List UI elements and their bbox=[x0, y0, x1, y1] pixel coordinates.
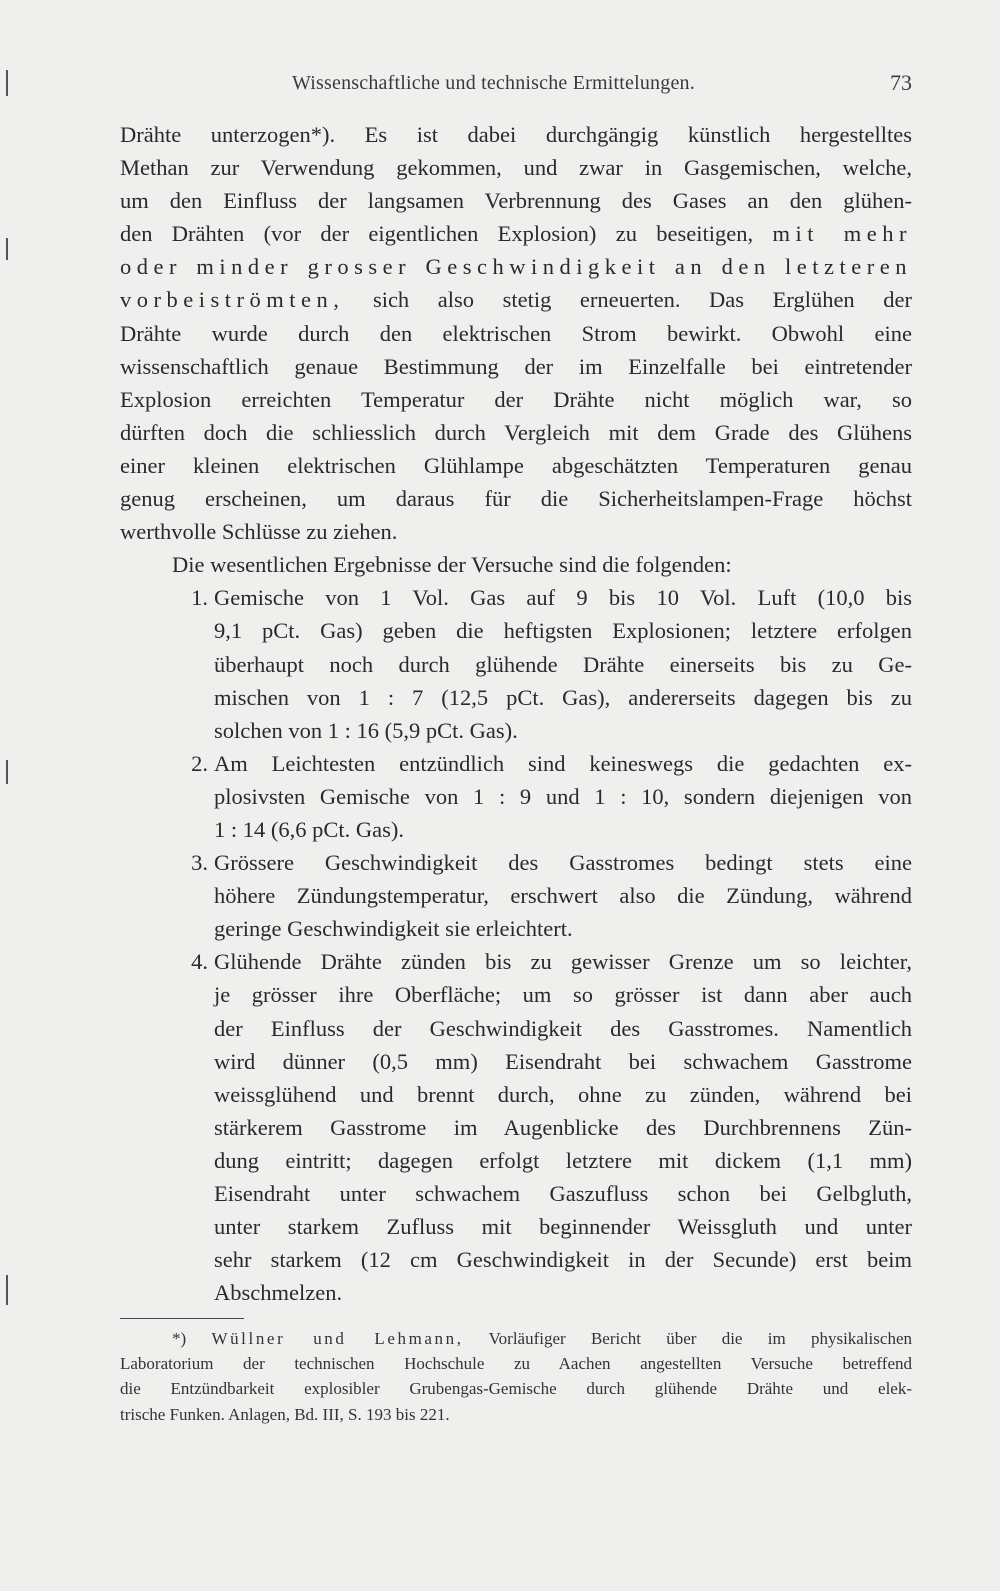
text-line: Eisendraht unter schwachem Gaszufluss schon bei Gelbgluth, bbox=[214, 1181, 912, 1206]
paragraph-intro: Die wesentlichen Ergebnisse der Versuche sind die folgenden: bbox=[172, 552, 732, 578]
text-line: Am Leichtesten entzündlich sind keineswegs die gedachten ex- bbox=[214, 750, 912, 776]
footnote-rule bbox=[120, 1318, 244, 1319]
list-number: 2. bbox=[191, 750, 208, 776]
text-line: plosivsten Gemische von 1 : 9 und 1 : 10, sondern diejenigen von bbox=[214, 783, 912, 809]
text-line: dung eintritt; dagegen erfolgt letztere mit dickem (1,1 mm) bbox=[214, 1147, 912, 1173]
text-span: den Drähten (vor der eigentlichen Explosion) zu beseitigen, bbox=[120, 221, 754, 247]
text-line: wird dünner (0,5 mm) Eisendraht bei schwachem Gasstrome bbox=[214, 1048, 912, 1074]
emphasized-text: mit mehr bbox=[772, 221, 912, 247]
text-line: Abschmelzen. bbox=[214, 1280, 343, 1306]
text-line: dürften doch die schliesslich durch Vergleich mit dem Grade des Glühens bbox=[120, 419, 912, 445]
text-line: überhaupt noch durch glühende Drähte einerseits bis zu Ge- bbox=[214, 651, 912, 677]
page-header bbox=[120, 72, 912, 108]
text-line: Gemische von 1 Vol. Gas auf 9 bis 10 Vol. Luft (10,0 bis bbox=[214, 585, 912, 611]
text-line: höhere Zündungstemperatur, erschwert also die Zündung, während bbox=[214, 883, 912, 909]
footnote-line: Laboratorium der technischen Hochschule zu Aachen angestellten Versuche betreffend bbox=[120, 1354, 912, 1374]
text-line: je grösser ihre Oberfläche; um so grösser ist dann aber auch bbox=[214, 982, 912, 1008]
scan-margin-mark bbox=[6, 760, 8, 784]
footnote-line: trische Funken. Anlagen, Bd. III, S. 193 bis 221. bbox=[120, 1404, 450, 1424]
list-number: 4. bbox=[191, 949, 208, 975]
list-number: 1. bbox=[191, 585, 208, 611]
footnote-line: die Entzündbarkeit explosibler Grubengas-Gemische durch glühende Drähte und elek- bbox=[120, 1379, 912, 1399]
scan-margin-mark bbox=[6, 70, 8, 96]
list-item bbox=[120, 945, 912, 1309]
list-item bbox=[120, 747, 912, 846]
text-line: Grössere Geschwindigkeit des Gasstromes bedingt stets eine bbox=[214, 850, 912, 876]
text-line: Glühende Drähte zünden bis zu gewisser Grenze um so leichter, bbox=[214, 949, 912, 975]
text-line: unter starkem Zufluss mit beginnender Weissgluth und unter bbox=[214, 1214, 912, 1240]
list-item bbox=[120, 846, 912, 945]
list-item bbox=[120, 581, 912, 746]
body-text bbox=[120, 118, 912, 1309]
text-line: sehr starkem (12 cm Geschwindigkeit in der Secunde) erst beim bbox=[214, 1247, 912, 1273]
footnote-line bbox=[120, 1326, 912, 1351]
text-line: der Einfluss der Geschwindigkeit des Gasstromes. Namentlich bbox=[214, 1015, 912, 1041]
text-line: mischen von 1 : 7 (12,5 pCt. Gas), andererseits dagegen bis zu bbox=[214, 684, 912, 710]
footnote-authors: Wüllner und Lehmann, bbox=[211, 1329, 464, 1348]
text-line: wissenschaftlich genaue Bestimmung der im Einzelfalle bei eintretender bbox=[120, 353, 912, 379]
text-line: um den Einfluss der langsamen Verbrennung des Gases an den glühen- bbox=[120, 188, 912, 214]
text-line: einer kleinen elektrischen Glühlampe abgeschätzten Temperaturen genau bbox=[120, 452, 912, 478]
paragraph bbox=[120, 118, 912, 548]
text-line: geringe Geschwindigkeit sie erleichtert. bbox=[214, 916, 573, 942]
text-line bbox=[120, 217, 912, 250]
text-line: Drähte unterzogen*). Es ist dabei durchgängig künstlich hergestelltes bbox=[120, 122, 912, 147]
footnote-marker: *) bbox=[172, 1329, 187, 1348]
text-line: Methan zur Verwendung gekommen, und zwar in Gasgemischen, welche, bbox=[120, 155, 912, 181]
text-line bbox=[120, 283, 912, 316]
list-number: 3. bbox=[191, 850, 208, 876]
scan-margin-mark bbox=[6, 238, 8, 260]
text-line: genug erscheinen, um daraus für die Sicherheitslampen-Frage höchst bbox=[120, 486, 912, 512]
page-number: 73 bbox=[890, 70, 912, 95]
text-line: werthvolle Schlüsse zu ziehen. bbox=[120, 519, 398, 545]
text-line: stärkerem Gasstrome im Augenblicke des Durchbrennens Zün- bbox=[214, 1114, 912, 1140]
emphasized-line: oder minder grosser Geschwindigkeit an den letzteren bbox=[120, 254, 912, 280]
text-line: 9,1 pCt. Gas) geben die heftigsten Explosionen; letztere erfolgen bbox=[214, 618, 912, 644]
text-line: weissglühend und brennt durch, ohne zu zünden, während bei bbox=[214, 1081, 912, 1107]
footnote-text: Vorläufiger Bericht über die im physikalischen bbox=[488, 1329, 912, 1348]
scan-margin-mark bbox=[6, 1275, 8, 1305]
text-span: sich also stetig erneuerten. Das Erglühen der bbox=[372, 287, 912, 313]
text-line: 1 : 14 (6,6 pCt. Gas). bbox=[214, 816, 404, 842]
footnote bbox=[120, 1326, 912, 1427]
emphasized-text: vorbeiströmten, bbox=[120, 287, 345, 313]
text-line: Explosion erreichten Temperatur der Drähte nicht möglich war, so bbox=[120, 386, 912, 412]
text-line: solchen von 1 : 16 (5,9 pCt. Gas). bbox=[214, 717, 518, 743]
running-title: Wissenschaftliche und technische Ermittelungen. bbox=[292, 72, 695, 94]
text-line: Drähte wurde durch den elektrischen Strom bewirkt. Obwohl eine bbox=[120, 320, 912, 346]
